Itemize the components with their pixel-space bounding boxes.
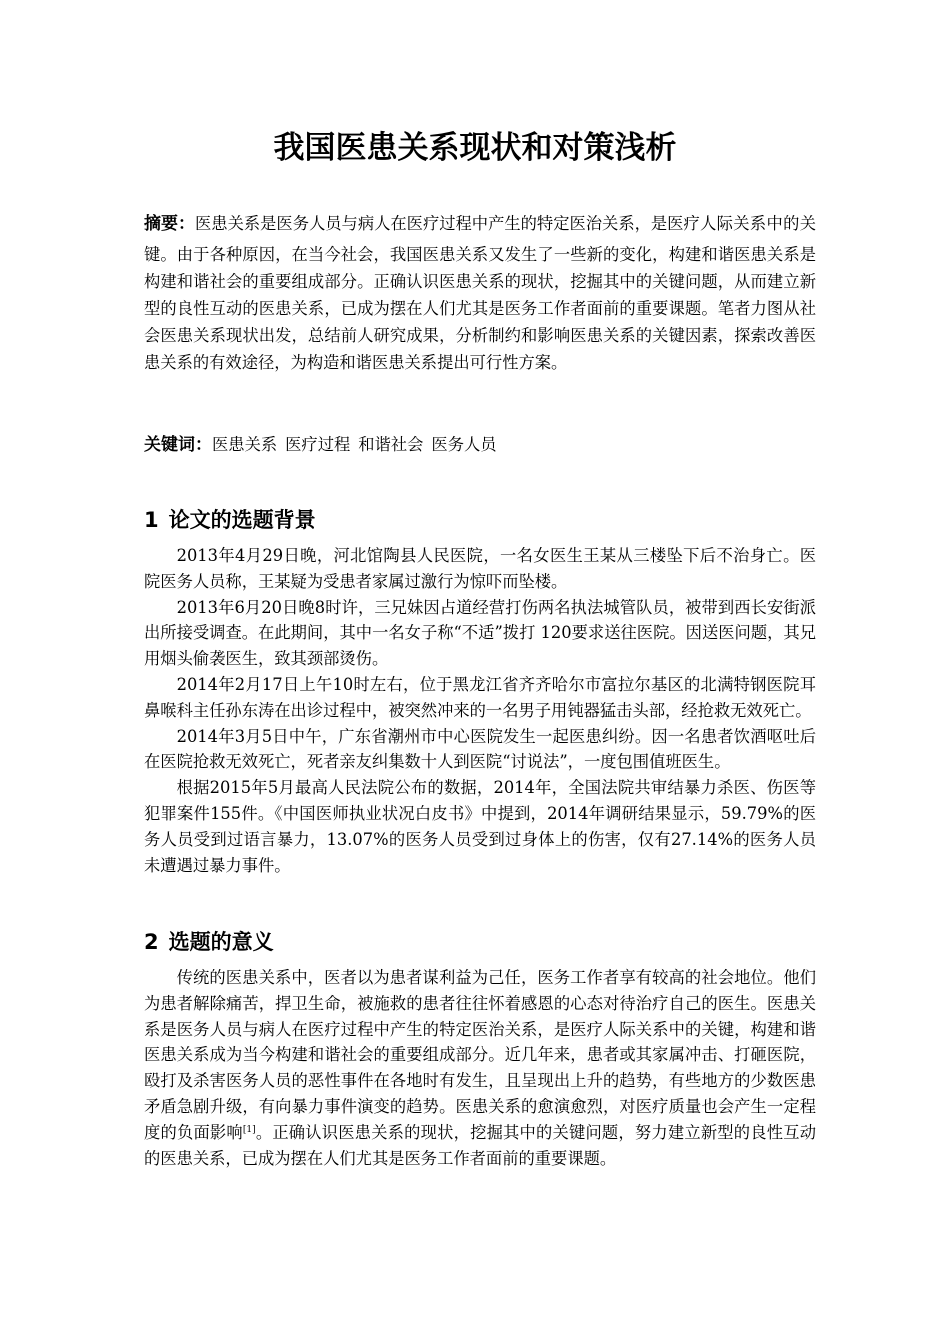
section-2-body [144,965,816,1171]
keyword: 医患关系 [212,435,278,454]
keyword: 医务人员 [431,435,497,454]
paragraph-text: 。正确认识医患关系的现状，挖掘其中的关键问题，努力建立新型的良性互动的医患关系，已成为摆在人们尤其是医务工作者面前的重要课题。 [144,1122,816,1168]
keywords [144,430,816,460]
paragraph: 2013年4月29日晚，河北馆陶县人民医院，一名女医生王某从三楼坠下后不治身亡。医院医务人员称，王某疑为受患者家属过激行为惊吓而坠楼。 [144,546,816,591]
abstract-label: 摘要： [144,214,195,234]
page-title: 我国医患关系现状和对策浅析 [273,130,677,166]
abstract [144,207,816,376]
abstract-text: 人际关系中的关键。由于各种原因，在当今社会，我国医患关系又发生了一些新的变化，构建和谐医患关系是构建和谐社会的重要组成部分。正确认识医患关系的现状，挖掘其中的关键问题，从而建立新型的良性互动的医患关系，已成为摆在人们尤其是医务工作者面前的重要课题。笔者力图从社会医患关系现状出发，总结前人研究成果，分析制约和影响医患关系的关键因素，探索改善医患关系的有效途径，为构造和谐医患关系提出可行性方案。 [144,214,816,372]
keyword: 医疗过程 [285,435,351,454]
citation-ref[interactable]: [1] [242,1124,256,1135]
paragraph: 根据2015年5月最高人民法院公布的数据，2014年，全国法院共审结暴力杀医、伤医等犯罪案件155件。《中国医师执业状况白皮书》中提到，2014年调研结果显示，59.79%的医务人员受到过语言暴力，13.07%的医务人员受到过身体上的伤害，仅有27.14%的医务人员未遭遇过暴力事件。 [144,778,816,875]
paragraph: 2013年6月20日晚8时许，三兄妹因占道经营打伤两名执法城管队员，被带到西长安街派出所接受调查。在此期间，其中一名女子称“不适”拨打 120要求送往医院。因送医问题，其兄用烟头偷袭医生，致其颈部烫伤。 [144,597,816,669]
section-heading-2 [144,927,274,957]
abstract-first-text: 医患关系是医务人员与病人在医疗过程中产生的特定医治关系，是医疗 [195,214,700,233]
section-number: 1 [144,508,159,532]
keyword: 和谐社会 [358,435,424,454]
section-number: 2 [144,930,159,954]
paragraph: 2014年2月17日上午10时左右，位于黑龙江省齐齐哈尔市富拉尔基区的北满特钢医院耳鼻喉科主任孙东涛在出诊过程中，被突然冲来的一名男子用钝器猛击头部，经抢救无效死亡。 [144,674,816,720]
section-title: 论文的选题背景 [168,508,316,532]
paragraph [144,965,816,1171]
section-heading-1 [144,505,316,535]
abstract-first-line [144,207,700,241]
keywords-label: 关键词： [144,435,212,455]
section-title: 选题的意义 [168,930,274,954]
paragraph-text: 传统的医患关系中，医者以为患者谋利益为己任，医务工作者享有较高的社会地位。他们为患者解除痛苦，捍卫生命，被施救的患者往往怀着感恩的心态对待治疗自己的医生。医患关系是医务人员与病人在医疗过程中产生的特定医治关系，是医疗人际关系中的关键，构建和谐医患关系成为当今构建和谐社会的重要组成部分。近几年来，患者或其家属冲击、打砸医院，殴打及杀害医务人员的恶性事件在各地时有发生，且呈现出上升的趋势，有些地方的少数医患矛盾急剧升级，有向暴力事件演变的趋势。医患关系的愈演愈烈，对医疗质量也会产生一定程度的负面影响 [144,968,816,1142]
paragraph: 2014年3月5日中午，广东省潮州市中心医院发生一起医患纠纷。因一名患者饮酒呕吐后在医院抢救无效死亡，死者亲友纠集数十人到医院“讨说法”，一度包围值班医生。 [144,726,816,772]
section-1-body [144,543,816,878]
